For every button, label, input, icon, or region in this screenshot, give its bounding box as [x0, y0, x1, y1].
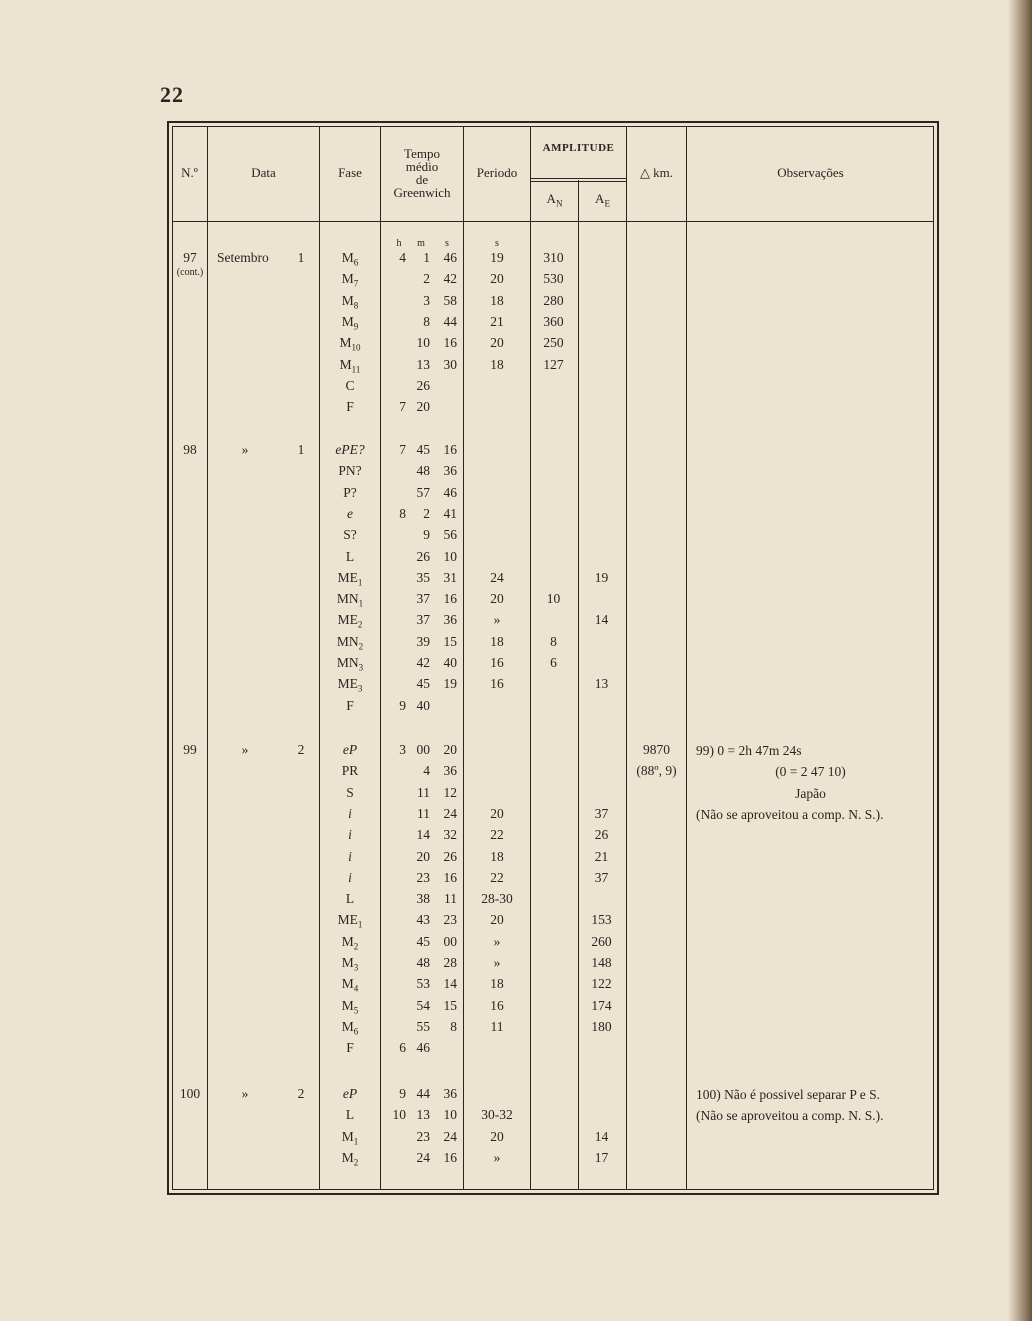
header-tempo-line: médio: [405, 159, 439, 174]
time-second: 10: [443, 548, 457, 564]
observation-line: (Não se aproveitou a comp. N. S.).: [696, 806, 884, 822]
header-no: N.º: [181, 165, 198, 180]
phase-cell: eP: [342, 1086, 358, 1101]
time-minute: 57: [416, 484, 430, 500]
time-minute: 23: [416, 1128, 430, 1144]
period-cell: 11: [490, 1018, 504, 1034]
amplitude-n-cell: 360: [543, 313, 564, 329]
time-minute: 13: [416, 356, 430, 372]
header-tempo-line: de: [415, 172, 429, 187]
phase-cell: $MN_3$: [336, 655, 364, 673]
header-amplitude: AMPLITUDE: [542, 142, 615, 154]
observation-line: 99) 0 = 2h 47m 24s: [696, 743, 802, 758]
period-cell: 22: [490, 869, 504, 885]
time-hour: 9: [399, 697, 406, 713]
amplitude-e-cell: 260: [591, 933, 612, 949]
phase-cell: $M_4$: [341, 976, 359, 994]
time-minute: 14: [416, 827, 430, 843]
period-cell: 28-30: [481, 891, 513, 907]
amplitude-e-cell: 14: [594, 612, 609, 628]
period-cell: 16: [490, 676, 504, 692]
time-minute: 37: [416, 591, 430, 607]
phase-cell: P?: [343, 484, 357, 500]
period-cell: 21: [490, 313, 504, 329]
time-minute: 48: [416, 463, 430, 479]
phase-cell: S: [346, 784, 354, 800]
amplitude-n-cell: 10: [546, 591, 561, 607]
col-divider: [626, 127, 627, 1189]
time-second: 20: [443, 742, 457, 757]
time-hour: 3: [399, 742, 406, 757]
group-number: 100: [179, 1086, 201, 1101]
time-second: 14: [443, 976, 457, 992]
distance-cell: 9870: [643, 742, 670, 757]
phase-cell: S?: [343, 527, 357, 543]
time-minute: 45: [416, 676, 430, 692]
time-second: 56: [443, 527, 457, 543]
time-second: 12: [443, 784, 457, 800]
time-second: 00: [443, 933, 457, 949]
amplitude-e-cell: 174: [591, 997, 612, 1013]
phase-cell: $M_7$: [341, 271, 359, 289]
group-number: 98: [183, 442, 197, 457]
phase-cell: i: [348, 827, 352, 843]
time-minute: 48: [416, 955, 430, 970]
time-second: 36: [443, 463, 457, 479]
time-minute: 45: [416, 933, 430, 949]
period-cell: »: [493, 612, 501, 628]
time-second: 42: [443, 271, 457, 287]
time-minute: 2: [423, 505, 430, 521]
group-day: 1: [297, 442, 305, 457]
time-minute: 1: [423, 250, 430, 265]
period-cell: 20: [490, 912, 504, 928]
time-second: 8: [450, 1018, 457, 1034]
period-cell: 18: [490, 356, 504, 372]
period-cell: 16: [490, 997, 504, 1013]
time-second: 28: [443, 955, 457, 970]
amplitude-e-cell: 180: [591, 1018, 612, 1034]
time-minute: 10: [416, 335, 430, 351]
time-minute: 26: [416, 377, 430, 393]
phase-cell: i: [348, 848, 352, 864]
observation-line: (0 = 2 47 10): [775, 764, 846, 780]
phase-cell: $ME_3$: [337, 676, 363, 694]
amplitude-e-cell: 26: [594, 827, 609, 843]
period-cell: 20: [490, 591, 504, 607]
phase-cell: $M_{10}$: [339, 335, 361, 353]
time-minute: 11: [417, 784, 430, 800]
time-second: 16: [443, 869, 457, 885]
period-cell: 20: [490, 271, 504, 287]
time-minute: 3: [423, 292, 430, 308]
period-cell: 22: [490, 827, 504, 843]
observation-line: (Não se aproveitou a comp. N. S.).: [696, 1108, 884, 1124]
time-second: 41: [443, 505, 457, 521]
period-cell: »: [493, 933, 501, 949]
time-second: 36: [443, 763, 457, 779]
amplitude-e-cell: 17: [594, 1149, 609, 1165]
group-day: 2: [297, 742, 305, 757]
time-minute: 26: [416, 548, 430, 564]
amplitude-e-cell: 37: [594, 805, 609, 821]
time-second: 19: [443, 676, 457, 692]
phase-cell: i: [348, 805, 352, 821]
group-month: »: [241, 442, 249, 457]
time-minute: 4: [423, 763, 430, 779]
time-minute: 35: [416, 569, 430, 585]
phase-cell: PR: [341, 763, 359, 779]
time-hour: 4: [399, 250, 406, 265]
time-minute: 45: [416, 442, 430, 457]
unit-s: s: [445, 238, 449, 249]
amplitude-n-cell: 250: [543, 335, 564, 351]
header-periodo: Periodo: [476, 165, 518, 180]
phase-cell: $M_3$: [341, 955, 359, 973]
time-minute: 43: [416, 912, 430, 928]
time-minute: 23: [416, 869, 430, 885]
phase-cell: $M_8$: [341, 292, 359, 311]
unit-periodo-s: s: [495, 238, 499, 249]
time-minute: 42: [416, 655, 430, 670]
phase-cell: $M_2$: [341, 933, 359, 952]
amplitude-e-cell: 153: [591, 912, 612, 928]
time-second: 30: [443, 356, 457, 372]
time-second: 31: [443, 569, 457, 585]
col-divider: [207, 127, 208, 1189]
amplitude-n-cell: 6: [550, 655, 557, 670]
time-minute: 8: [423, 313, 430, 329]
unit-h: h: [396, 238, 402, 249]
col-divider: [686, 127, 687, 1189]
phase-cell: $ME_2$: [337, 612, 363, 631]
time-hour: 6: [399, 1040, 406, 1056]
amplitude-e-cell: 19: [594, 569, 609, 585]
time-minute: 37: [416, 612, 430, 628]
time-second: 36: [443, 612, 457, 628]
phase-cell: $M_{11}$: [339, 356, 361, 375]
group-number: 99: [183, 742, 197, 757]
time-second: 46: [443, 250, 457, 265]
group-number-note: (cont.): [176, 267, 204, 278]
time-hour: 7: [399, 399, 406, 415]
time-second: 16: [443, 442, 457, 457]
time-second: 44: [443, 313, 457, 329]
phase-cell: C: [345, 377, 355, 393]
header-fase: Fase: [338, 165, 362, 180]
phase-cell: eP: [342, 742, 358, 757]
phase-cell: F: [346, 697, 354, 713]
period-cell: 18: [490, 976, 504, 992]
unit-m: m: [417, 238, 425, 249]
time-minute: 13: [416, 1107, 430, 1123]
period-cell: »: [493, 955, 501, 970]
time-second: 24: [443, 805, 457, 821]
phase-cell: ePE?: [335, 442, 365, 457]
time-minute: 38: [416, 891, 430, 907]
phase-cell: $MN_1$: [336, 591, 364, 609]
amplitude-e-cell: 13: [594, 676, 609, 692]
amplitude-e-cell: 21: [594, 848, 609, 864]
period-cell: 20: [490, 1128, 504, 1144]
phase-cell: F: [346, 1040, 354, 1056]
group-month: Setembro: [217, 250, 269, 265]
header-obs: Observações: [777, 165, 844, 180]
time-second: 32: [443, 827, 457, 843]
header-rule: [172, 221, 934, 222]
time-second: 11: [444, 891, 457, 907]
time-second: 15: [443, 633, 457, 649]
period-cell: 16: [490, 655, 504, 670]
phase-cell: $M_9$: [341, 313, 359, 332]
page-number: 22: [160, 82, 184, 107]
phase-cell: F: [346, 399, 354, 415]
time-second: 40: [443, 655, 457, 670]
amplitude-n-cell: 127: [543, 356, 564, 372]
amplitude-n-cell: 530: [543, 271, 564, 287]
time-second: 23: [443, 912, 457, 928]
time-second: 16: [443, 1149, 457, 1165]
phase-cell: $M_2$: [341, 1149, 359, 1168]
group-month: »: [241, 1086, 249, 1101]
time-minute: 2: [423, 271, 430, 287]
period-cell: »: [493, 1149, 501, 1165]
time-hour: 7: [399, 442, 406, 457]
time-minute: 20: [416, 848, 430, 864]
observation-line: Japão: [795, 785, 826, 801]
phase-cell: $ME_1$: [337, 569, 363, 588]
phase-cell: L: [345, 891, 355, 907]
time-second: 26: [443, 848, 457, 864]
phase-cell: PN?: [338, 463, 362, 479]
header-ae: $A_E$: [595, 191, 610, 209]
phase-cell: L: [345, 1107, 355, 1123]
phase-cell: i: [348, 869, 352, 885]
period-cell: 20: [490, 805, 504, 821]
header-an: $A_N$: [546, 191, 563, 209]
time-second: 58: [443, 292, 457, 308]
period-cell: 18: [490, 848, 504, 864]
period-cell: 24: [490, 569, 504, 585]
amplitude-rule: [531, 178, 626, 179]
period-cell: 18: [490, 633, 504, 649]
time-minute: 20: [416, 399, 430, 415]
phase-cell: $M_1$: [341, 1128, 359, 1147]
amplitude-n-cell: 280: [543, 292, 564, 308]
observation-line: 100) Não é possivel separar P e S.: [696, 1087, 880, 1102]
phase-cell: $M_5$: [341, 997, 359, 1016]
distance-cell: (88º, 9): [636, 763, 677, 779]
phase-cell: $ME_1$: [337, 912, 363, 931]
time-hour: 10: [392, 1107, 406, 1123]
time-minute: 9: [423, 527, 430, 543]
period-cell: 20: [490, 335, 504, 351]
time-minute: 44: [416, 1086, 430, 1101]
amplitude-e-cell: 14: [594, 1128, 609, 1144]
col-divider: [380, 127, 381, 1189]
group-month: »: [241, 742, 249, 757]
amplitude-n-cell: 310: [543, 250, 564, 265]
time-second: 10: [443, 1107, 457, 1123]
time-minute: 24: [416, 1149, 430, 1165]
period-cell: 18: [490, 292, 504, 308]
phase-cell: $M_6$: [341, 250, 359, 268]
group-day: 2: [297, 1086, 305, 1101]
time-second: 24: [443, 1128, 457, 1144]
phase-cell: $M_6$: [341, 1018, 359, 1037]
time-minute: 00: [416, 742, 430, 757]
time-hour: 9: [399, 1086, 406, 1101]
time-second: 16: [443, 335, 457, 351]
time-minute: 11: [417, 805, 430, 821]
page-edge-shadow: [1008, 0, 1032, 1321]
group-day: 1: [297, 250, 305, 265]
group-number: 97: [183, 250, 197, 265]
header-tempo-line: Greenwich: [393, 185, 451, 200]
header-dist: △ km.: [639, 165, 674, 180]
period-cell: 30-32: [481, 1107, 513, 1123]
phase-cell: $MN_2$: [336, 633, 364, 652]
time-minute: 55: [416, 1018, 430, 1034]
amplitude-n-cell: 8: [550, 633, 557, 649]
header-tempo: [381, 147, 463, 199]
header-tempo-line: Tempo: [404, 146, 440, 161]
time-minute: 46: [416, 1040, 430, 1056]
time-minute: 53: [416, 976, 430, 992]
amplitude-e-cell: 122: [591, 976, 612, 992]
amplitude-rule: [531, 181, 626, 182]
time-minute: 39: [416, 633, 430, 649]
phase-cell: L: [345, 548, 355, 564]
time-second: 46: [443, 484, 457, 500]
amplitude-e-cell: 148: [591, 955, 612, 970]
period-cell: 19: [490, 250, 504, 265]
time-minute: 40: [416, 697, 430, 713]
amplitude-e-cell: 37: [594, 869, 609, 885]
time-second: 15: [443, 997, 457, 1013]
time-hour: 8: [399, 505, 406, 521]
time-second: 16: [443, 591, 457, 607]
time-minute: 54: [416, 997, 430, 1013]
header-data: Data: [251, 165, 276, 180]
phase-cell: e: [347, 505, 353, 521]
time-second: 36: [443, 1086, 457, 1101]
